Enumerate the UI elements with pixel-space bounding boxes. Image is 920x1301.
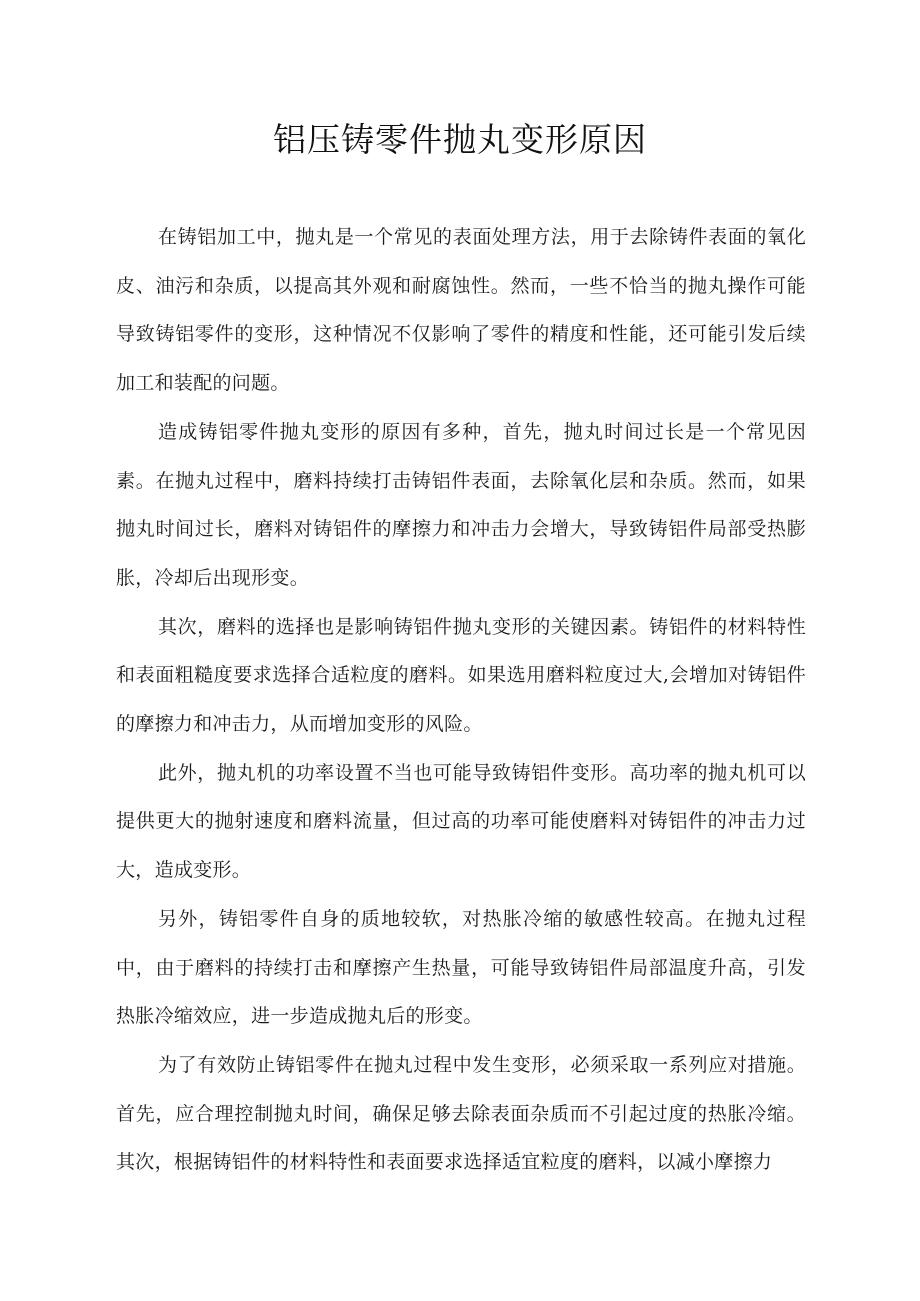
paragraph-cause-abrasive: 其次，磨料的选择也是影响铸铝件抛丸变形的关键因素。铸铝件的材料特性和表面粗糙度要求选择合适粒度的磨料。如果选用磨料粒度过大,会增加对铸铝件的摩擦力和冲击力，从而增加变形的风险。 <box>116 615 806 736</box>
paragraph-cause-time: 造成铸铝零件抛丸变形的原因有多种，首先，抛丸时间过长是一个常见因素。在抛丸过程中，磨料持续打击铸铝件表面，去除氧化层和杂质。然而，如果抛丸时间过长，磨料对铸铝件的摩擦力和冲击力会增大，导致铸铝件局部受热膨胀，冷却后出现形变。 <box>116 420 806 589</box>
paragraph-intro: 在铸铝加工中，抛丸是一个常见的表面处理方法，用于去除铸件表面的氧化皮、油污和杂质，以提高其外观和耐腐蚀性。然而，一些不恰当的抛丸操作可能导致铸铝零件的变形，这种情况不仅影响了零件的精度和性能，还可能引发后续加工和装配的问题。 <box>116 226 806 395</box>
paragraph-cause-power: 此外，抛丸机的功率设置不当也可能导致铸铝件变形。高功率的抛丸机可以提供更大的抛射速度和磨料流量，但过高的功率可能使磨料对铸铝件的冲击力过大，造成变形。 <box>116 761 806 882</box>
document-body <box>116 213 806 1187</box>
paragraph-cause-material: 另外，铸铝零件自身的质地较软，对热胀冷缩的敏感性较高。在抛丸过程中，由于磨料的持续打击和摩擦产生热量，可能导致铸铝件局部温度升高，引发热胀冷缩效应，进一步造成抛丸后的形变。 <box>116 907 806 1028</box>
paragraph-measures: 为了有效防止铸铝零件在抛丸过程中发生变形，必须采取一系列应对措施。首先，应合理控制抛丸时间，确保足够去除表面杂质而不引起过度的热胀冷缩。其次，根据铸铝件的材料特性和表面要求选择适宜粒度的磨料，以减小摩擦力 <box>116 1053 806 1174</box>
document-title: 铝压铸零件抛丸变形原因 <box>273 120 647 159</box>
